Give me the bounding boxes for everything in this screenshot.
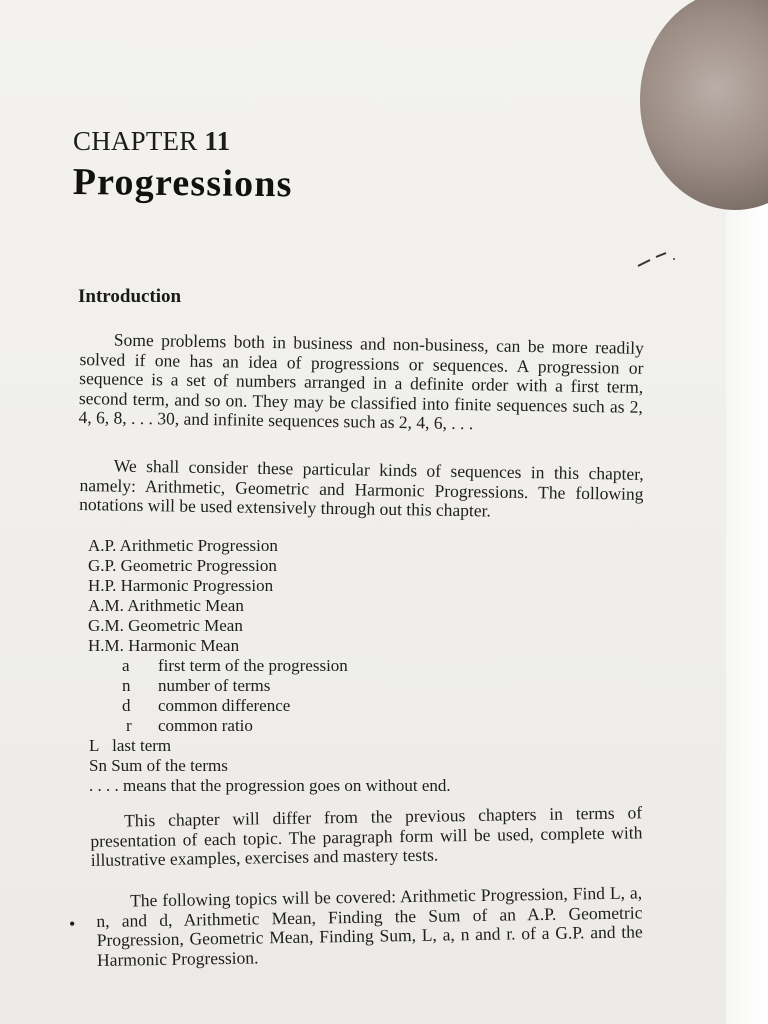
chapter-number	[73, 126, 230, 157]
stray-dot: •	[69, 914, 76, 934]
extra-symbol-list	[89, 736, 451, 796]
list-item: A.M. Arithmetic Mean	[88, 596, 244, 615]
list-item: r common ratio	[126, 716, 253, 735]
list-item: G.M. Geometric Mean	[88, 616, 243, 635]
paragraph-4-text: The following topics will be covered: Arithmetic Progression, Find L, a, n, and d, Arithmetic Mean, Finding the Sum of an A.P. Geometric Progression, Geometric Mean, Finding Sum, L, a, n and r. of a G.P. and the Harmonic Progression.	[96, 882, 643, 970]
list-item: A.P. Arithmetic Progression	[88, 536, 278, 555]
paragraph-3	[90, 803, 643, 870]
paragraph-1	[78, 330, 643, 437]
paragraph-3-text: This chapter will differ from the previous chapters in terms of presentation of each topic. The paragraph form will be used, complete with illustrative examples, exercises and mastery tests.	[90, 802, 643, 871]
section-heading: Introduction	[78, 286, 182, 307]
paragraph-2-text: We shall consider these particular kinds of sequences in this chapter, namely: Arithmetic, Geometric and Harmonic Progressions. The following notations will be used extensively through out this chapter.	[79, 455, 644, 521]
pen-mark	[636, 248, 680, 270]
list-item: Sn Sum of the terms	[89, 756, 228, 775]
paragraph-1-text: Some problems both in business and non-business, can be more readily solved if one has an idea of progressions or sequences. A progression or sequence is a set of numbers arranged in a definite order with a first term, second term, and so on. They may be classified into finite sequences such as 2, 4, 6, 8, . . . 30, and infinite sequences such as 2, 4, 6, . . .	[78, 329, 644, 434]
list-item: . . . . means that the progression goes on without end.	[89, 776, 451, 795]
list-item: G.P. Geometric Progression	[88, 556, 277, 575]
list-item: H.M. Harmonic Mean	[88, 636, 240, 655]
list-item: a first term of the progression	[122, 656, 348, 675]
list-item: L last term	[89, 736, 172, 755]
paragraph-2	[79, 456, 644, 524]
chapter-label: CHAPTER	[73, 126, 198, 156]
symbol-list	[120, 656, 348, 736]
list-item: H.P. Harmonic Progression	[88, 576, 274, 595]
list-item: n number of terms	[122, 676, 271, 695]
paragraph-4	[96, 883, 643, 970]
chapter-title: Progressions	[72, 160, 293, 206]
notation-list	[88, 536, 278, 656]
list-item: d common difference	[122, 696, 291, 715]
chapter-number-value: 11	[204, 126, 231, 156]
